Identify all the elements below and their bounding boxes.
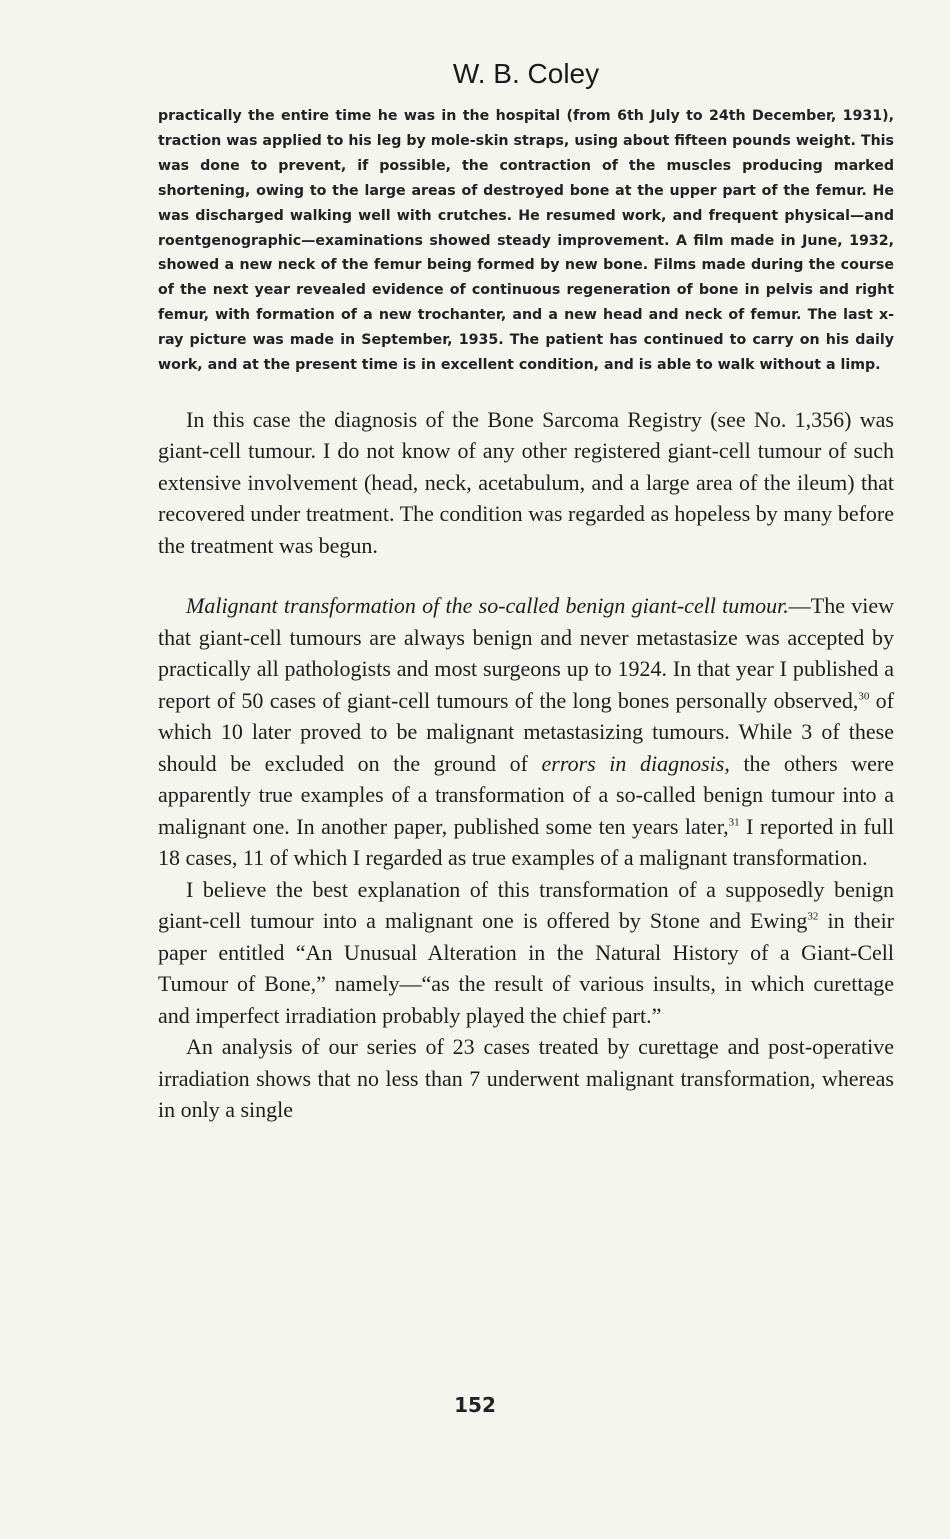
case-summary-paragraph: practically the entire time he was in the hospital (from 6th July to 24th December, 1931), traction was applied to his leg by mole-skin straps, using about fifteen pounds weight. This was done to prevent, if possible, the contraction of the muscles producing marked shortening, owing to the large areas of destroyed bone at the upper part of the femur. He was discharged walking well with crutches. He resumed work, and frequent physical—and roentgenographic—examinations showed steady improvement. A film made in June, 1932, showed a new neck of the femur being formed by new bone. Films made during the course of the next year revealed evidence of continuous regeneration of bone in pelvis and right femur, with formation of a new trochanter, and a new head and neck of femur. The last x-ray picture was made in September, 1935. The patient has continued to carry on his daily work, and at the present time is in excellent condition, and is able to walk without a limp. [158,108,894,374]
page-content [158,58,894,1126]
reference-31: 31 [728,816,740,829]
page-number: 152 [454,1393,496,1417]
malignant-transformation-paragraph [158,590,894,874]
explanation-paragraph [158,874,894,1032]
reference-30: 30 [858,690,870,703]
malignant-text-1: —The view that giant-cell tumours are always benign and never metastasize was accepted by practically all pathologists and most surgeons up to 1924. In that year I published a report of 50 cases of giant-cell tumours of the long bones personally observed, [158,593,895,713]
running-head [158,58,894,90]
malignant-text-2: of which 10 later proved to be malignant metastasizing tumours. While 3 of these should be excluded on the ground of [158,687,895,776]
reference-32: 32 [807,911,819,924]
author-title: W. B. Coley [452,58,600,89]
explanation-text-2: in their paper entitled “An Unusual Alteration in the Natural History of a Giant-Cell Tumour of Bone,” namely—“as the result of various insults, in which curettage and imperfect irradiation probably played the chief part.” [158,908,895,1028]
malignant-text-3: , the others were apparently true examples of a transformation of a so-called benign tumour into a malignant one. In another paper, published some ten years later, [158,750,895,839]
section-heading: Malignant transformation of the so-called benign giant-cell tumour. [186,593,789,619]
registry-paragraph: In this case the diagnosis of the Bone Sarcoma Registry (see No. 1,356) was giant-cell tumour. I do not know of any other registered giant-cell tumour of such extensive involvement (head, neck, acetabulum, and a large area of the ileum) that recovered under treatment. The condition was regarded as hopeless by many before the treatment was begun. [158,406,894,558]
analysis-paragraph: An analysis of our series of 23 cases treated by curettage and post-operative irradiation shows that no less than 7 underwent malignant transformation, whereas in only a single [158,1034,894,1123]
emphasis-errors-in-diagnosis: errors in diagnosis [541,750,725,776]
malignant-text-4: I reported in full 18 cases, 11 of which I regarded as true examples of a malignant transformation. [158,813,894,871]
explanation-text-1: I believe the best explanation of this transformation of a supposedly benign giant-cell tumour into a malignant one is offered by Stone and Ewing [158,876,894,934]
